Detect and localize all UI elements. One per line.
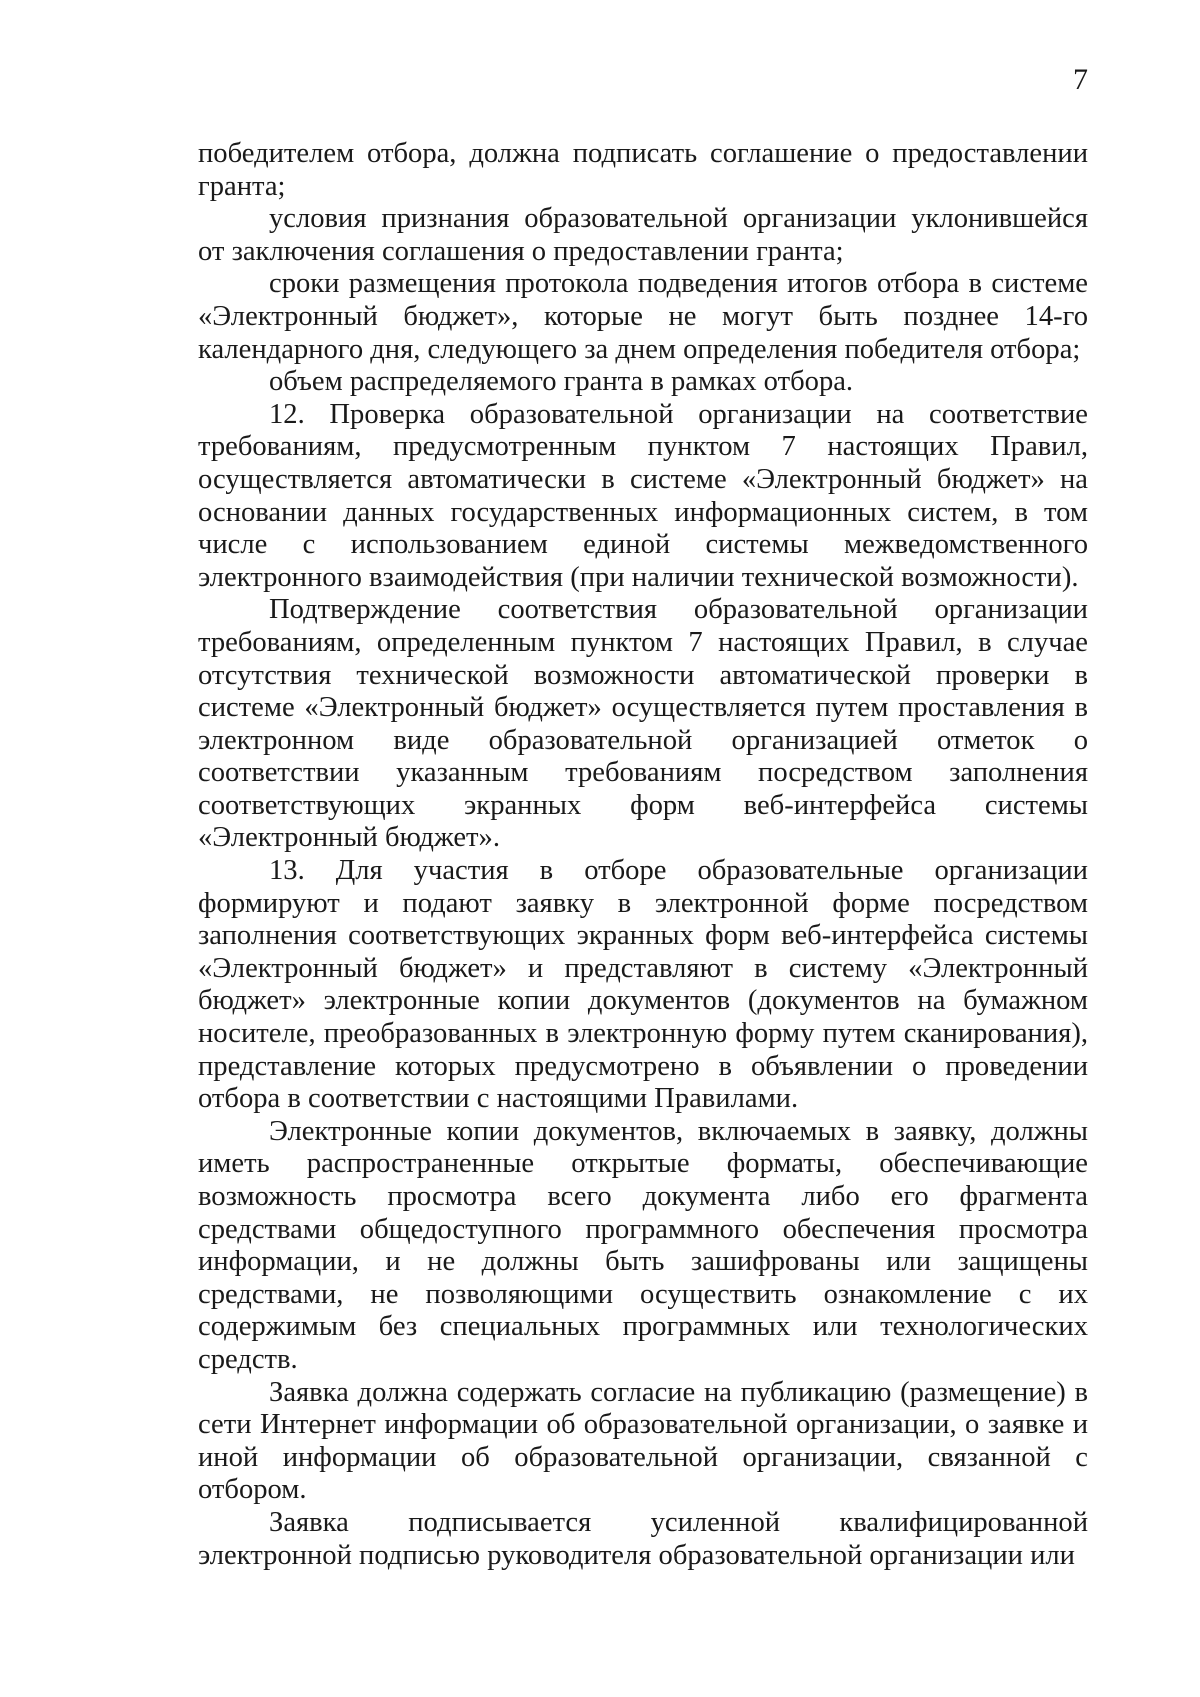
paragraph-8: Электронные копии документов, включаемых в заявку, должны иметь распространенные открытые форматы, обеспечивающие возможность просмотра всего документа либо его фрагмента средствами общедоступного программного обеспечения просмотра информации, и не должны быть зашифрованы или защищены средствами, не позволяющими осуществить ознакомление с их содержимым без специальных программных или технологических средств. (198, 1115, 1088, 1375)
paragraph-10: Заявка подписывается усиленной квалифицированной электронной подписью руководителя образовательной организации или (198, 1506, 1088, 1571)
paragraph-3: сроки размещения протокола подведения итогов отбора в системе «Электронный бюджет», которые не могут быть позднее 14-го календарного дня, следующего за днем определения победителя отбора; (198, 268, 1088, 365)
paragraph-6: Подтверждение соответствия образовательной организации требованиям, определенным пунктом 7 настоящих Правил, в случае отсутствия технической возможности автоматической проверки в системе «Электронный бюджет» осуществляется путем проставления в электронном виде образовательной организацией отметок о соответствии указанным требованиям посредством заполнения соответствующих экранных форм веб-интерфейса системы «Электронный бюджет». (198, 594, 1088, 854)
paragraph-5: 12. Проверка образовательной организации на соответствие требованиям, предусмотренным пунктом 7 настоящих Правил, осуществляется автоматически в системе «Электронный бюджет» на основании данных государственных информационных систем, в том числе с использованием единой системы межведомственного электронного взаимодействия (при наличии технической возможности). (198, 398, 1088, 593)
page-number: 7 (1073, 63, 1088, 96)
document-body (198, 138, 1088, 1572)
paragraph-1: победителем отбора, должна подписать соглашение о предоставлении гранта; (198, 138, 1088, 202)
paragraph-9: Заявка должна содержать согласие на публикацию (размещение) в сети Интернет информации об образовательной организации, о заявке и иной информации об образовательной организации, связанной с отбором. (198, 1376, 1088, 1506)
paragraph-2: условия признания образовательной организации уклонившейся от заключения соглашения о предоставлении гранта; (198, 203, 1088, 267)
paragraph-7: 13. Для участия в отборе образовательные организации формируют и подают заявку в электронной форме посредством заполнения соответствующих экранных форм веб-интерфейса системы «Электронный бюджет» и представляют в систему «Электронный бюджет» электронные копии документов (документов на бумажном носителе, преобразованных в электронную форму путем сканирования), представление которых предусмотрено в объявлении о проведении отбора в соответствии с настоящими Правилами. (198, 855, 1088, 1115)
paragraph-4: объем распределяемого гранта в рамках отбора. (269, 366, 854, 398)
